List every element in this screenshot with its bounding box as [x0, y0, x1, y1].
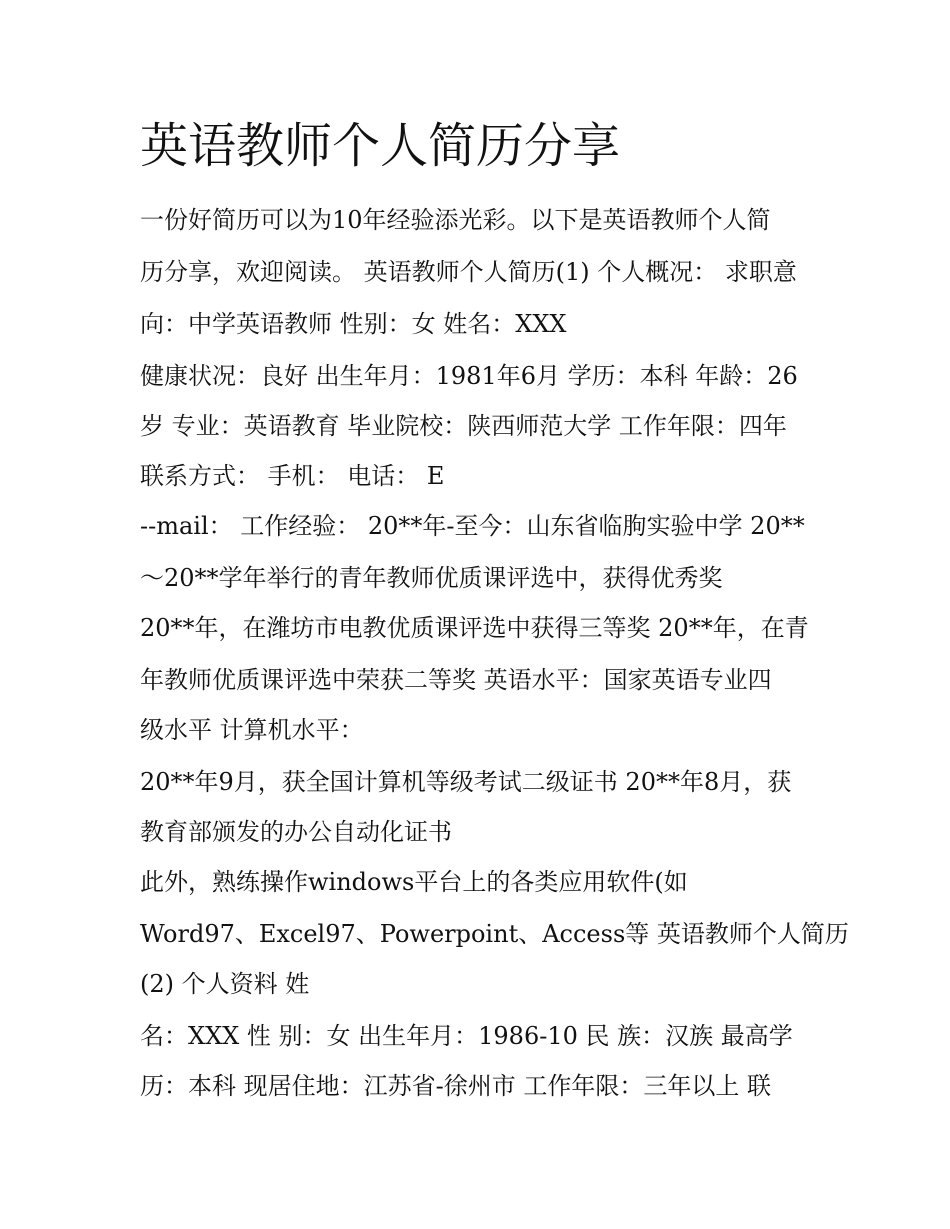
body-line: 岁 专业：英语教育 毕业院校：陕西师范大学 工作年限：四年 — [140, 412, 787, 440]
body-line: 联系方式： 手机： 电话： E — [140, 462, 445, 490]
body-line: (2) 个人资料 姓 — [140, 970, 310, 998]
body-line: 历：本科 现居住地：江苏省-徐州市 工作年限：三年以上 联 — [140, 1072, 771, 1100]
body-line: ～20**学年举行的青年教师优质课评选中，获得优秀奖 — [140, 564, 723, 592]
body-line: 健康状况：良好 出生年月：1981年6月 学历：本科 年龄：26 — [140, 362, 798, 390]
body-line: 一份好简历可以为10年经验添光彩。以下是英语教师个人简 — [140, 206, 771, 234]
body-line: 年教师优质课评选中荣获二等奖 英语水平：国家英语专业四 — [140, 666, 772, 694]
body-line: 此外，熟练操作windows平台上的各类应用软件(如 — [140, 868, 688, 896]
body-line: Word97、Excel97、Powerpoint、Access等 英语教师个人简历 — [140, 920, 849, 948]
body-line: 向：中学英语教师 性别：女 姓名：XXX — [140, 310, 567, 338]
body-line: 名：XXX 性 别：女 出生年月：1986-10 民 族：汉族 最高学 — [140, 1022, 793, 1050]
document-title: 英语教师个人简历分享 — [140, 118, 621, 174]
body-line: 20**年，在潍坊市电教优质课评选中获得三等奖 20**年，在青 — [140, 614, 809, 642]
body-line: --mail： 工作经验： 20**年-至今：山东省临朐实验中学 20** — [140, 512, 805, 540]
body-line: 历分享，欢迎阅读。 英语教师个人简历(1) 个人概况： 求职意 — [140, 258, 797, 286]
body-line: 20**年9月，获全国计算机等级考试二级证书 20**年8月，获 — [140, 768, 792, 796]
body-line: 教育部颁发的办公自动化证书 — [140, 818, 452, 846]
body-line: 级水平 计算机水平： — [140, 716, 364, 744]
